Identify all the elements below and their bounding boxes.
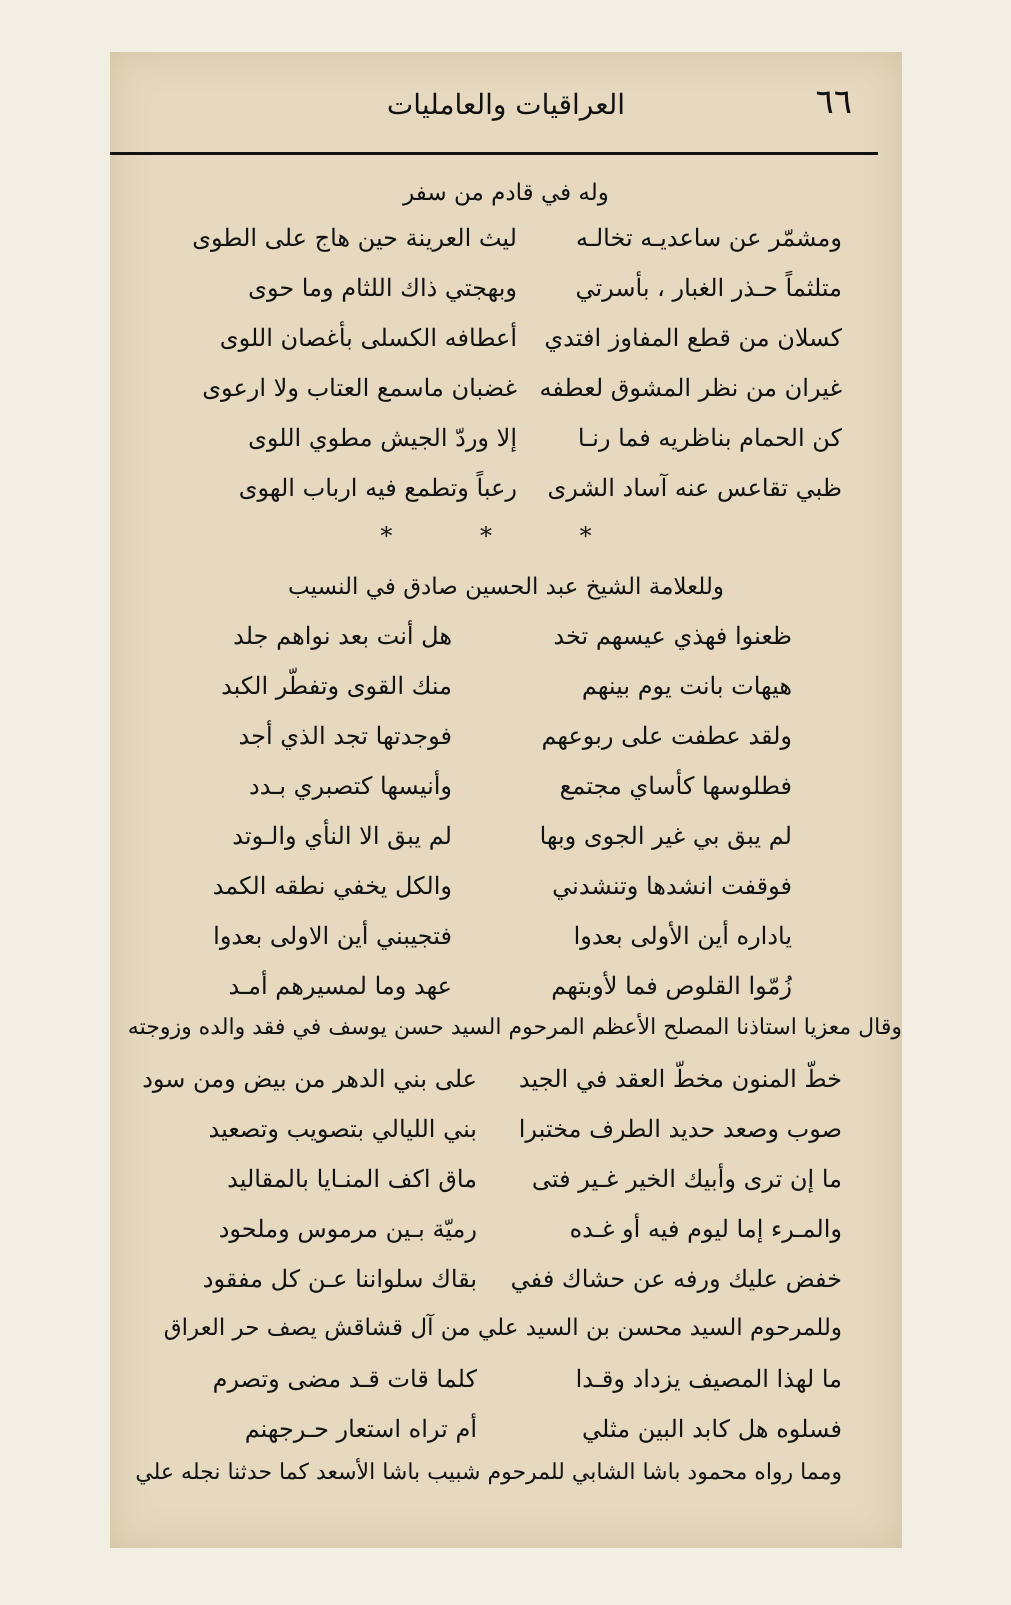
verse-line	[110, 1265, 902, 1305]
second-hemistich: إلا وردّ الجيش مطوي اللوى	[248, 424, 517, 452]
second-hemistich: منك القوى وتفطّر الكبد	[221, 672, 452, 700]
section-heading: وقال معزيا استاذنا المصلح الأعظم المرحوم السيد حسن يوسف في فقد والده وزوجته	[127, 1015, 902, 1040]
first-hemistich: كن الحمام بناظريه فما رنـا	[577, 424, 842, 452]
first-hemistich: متلثماً حـذر الغبار ، بأسرتي	[575, 274, 842, 302]
verse-line	[110, 822, 902, 862]
first-hemistich: صوب وصعد حديد الطرف مختبرا	[518, 1115, 842, 1143]
verse-line	[110, 622, 902, 662]
second-hemistich: ماق اكف المنـايا بالمقاليد	[227, 1165, 477, 1193]
second-hemistich: وأنيسها كتصبري بـدد	[249, 772, 452, 800]
first-hemistich: ما إن ترى وأبيك الخير غـير فتى	[531, 1165, 842, 1193]
second-hemistich: رعباً وتطمع فيه ارباب الهوى	[238, 474, 517, 502]
first-hemistich: فوقفت انشدها وتنشدني	[552, 872, 792, 900]
second-hemistich: بني الليالي بتصويب وتصعيد	[208, 1115, 477, 1143]
second-hemistich: كلما قات قـد مضى وتصرم	[212, 1365, 477, 1393]
first-hemistich: فطلوسها كأساي مجتمع	[559, 772, 792, 800]
second-hemistich: لم يبق الا النأي والـوتد	[232, 822, 452, 850]
first-hemistich: غيران من نظر المشوق لعطفه	[539, 374, 842, 402]
section-heading: وللعلامة الشيخ عبد الحسين صادق في النسيب	[288, 574, 724, 600]
running-title: العراقيات والعامليات	[386, 88, 626, 121]
second-hemistich: أم تراه استعار حـرجهنم	[244, 1415, 477, 1443]
first-hemistich: هيهات بانت يوم بينهم	[581, 672, 792, 700]
verse-line	[110, 224, 902, 264]
verse-line	[110, 1115, 902, 1155]
header-rule	[110, 152, 878, 155]
verse-line	[110, 722, 902, 762]
second-hemistich: غضبان ماسمع العتاب ولا ارعوى	[202, 374, 517, 402]
first-hemistich: زُمّوا القلوص فما لأوبتهم	[551, 972, 792, 1000]
first-hemistich: ما لهذا المصيف يزداد وقـدا	[575, 1365, 842, 1393]
second-hemistich: على بني الدهر من بيض ومن سود	[142, 1065, 477, 1093]
second-hemistich: رميّة بـين مرموس وملحود	[218, 1215, 477, 1243]
verse-line	[110, 274, 902, 314]
first-hemistich: ومشمّر عن ساعديـه تخالـه	[575, 224, 842, 252]
first-hemistich: ظبي تقاعس عنه آساد الشرى	[547, 474, 842, 502]
first-hemistich: فسلوه هل كابد البين مثلي	[582, 1415, 842, 1443]
verse-line	[110, 1215, 902, 1255]
first-hemistich: لم يبق بي غير الجوى وبها	[539, 822, 792, 850]
section-heading: وله في قادم من سفر	[403, 180, 609, 206]
closing-line: ومما رواه محمود باشا الشابي للمرحوم شبيب باشا الأسعد كما حدثنا نجله علي	[135, 1460, 842, 1485]
second-hemistich: هل أنت بعد نواهم جلد	[233, 622, 452, 650]
second-hemistich: بقاك سلواننا عـن كل مفقود	[202, 1265, 477, 1293]
verse-line	[110, 1415, 902, 1455]
verse-line	[110, 324, 902, 364]
first-hemistich: ياداره أين الأولى بعدوا	[573, 922, 792, 950]
verse-line	[110, 1365, 902, 1405]
second-hemistich: أعطافه الكسلى بأغصان اللوى	[219, 324, 517, 352]
page-header	[110, 82, 902, 142]
book-page	[110, 52, 902, 1548]
verse-line	[110, 1065, 902, 1105]
verse-line	[110, 474, 902, 514]
second-hemistich: فوجدتها تجد الذي أجد	[238, 722, 452, 750]
first-hemistich: كسلان من قطع المفاوز افتدي	[544, 324, 842, 352]
first-hemistich: خطّ المنون مخطّ العقد في الجيد	[518, 1065, 842, 1093]
first-hemistich: خفض عليك ورفه عن حشاك ففي	[510, 1265, 842, 1293]
section-separator: * * *	[380, 522, 632, 550]
second-hemistich: وبهجتي ذاك اللثام وما حوى	[248, 274, 517, 302]
section-heading: وللمرحوم السيد محسن بن السيد علي من آل قشاقش يصف حر العراق	[163, 1315, 842, 1341]
first-hemistich: والمـرء إما ليوم فيه أو غـده	[569, 1215, 842, 1243]
verse-line	[110, 772, 902, 812]
second-hemistich: عهد وما لمسيرهم أمـد	[228, 972, 452, 1000]
second-hemistich: فتجيبني أين الاولى بعدوا	[213, 922, 452, 950]
second-hemistich: والكل يخفي نطقه الكمد	[212, 872, 452, 900]
verse-line	[110, 922, 902, 962]
verse-line	[110, 1165, 902, 1205]
page-number: ٦٦	[815, 82, 852, 122]
verse-line	[110, 374, 902, 414]
verse-line	[110, 972, 902, 1012]
verse-line	[110, 872, 902, 912]
verse-line	[110, 424, 902, 464]
second-hemistich: ليث العرينة حين هاج على الطوى	[192, 224, 517, 252]
first-hemistich: ظعنوا فهذي عيسهم تخد	[553, 622, 792, 650]
verse-line	[110, 672, 902, 712]
first-hemistich: ولقد عطفت على ربوعهم	[541, 722, 792, 750]
